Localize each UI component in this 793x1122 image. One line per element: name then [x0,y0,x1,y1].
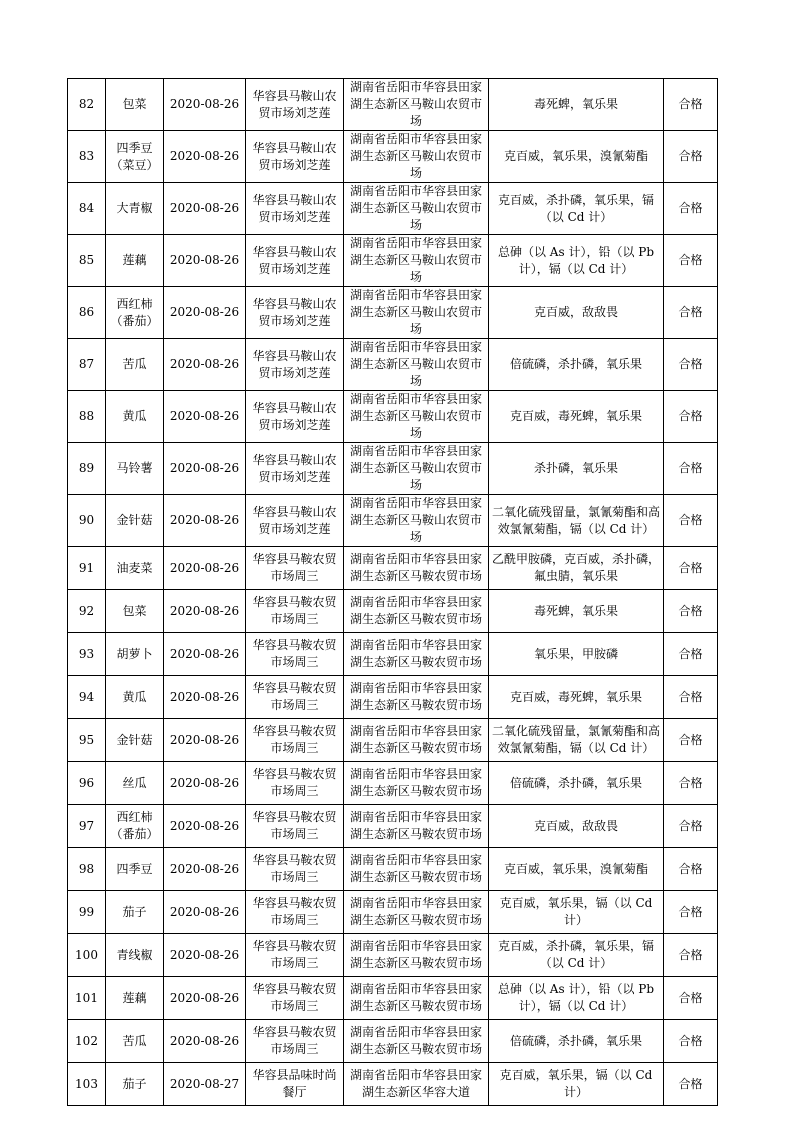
test-items-cell: 倍硫磷，杀扑磷，氧乐果 [489,339,664,391]
sample-name-cell: 茄子 [106,1063,164,1106]
result-cell: 合格 [664,495,718,547]
test-items-cell: 克百威，毒死蜱，氧乐果 [489,676,664,719]
site-address-cell: 湖南省岳阳市华容县田家湖生态新区马鞍农贸市场 [344,676,489,719]
sample-name-cell: 四季豆（菜豆） [106,131,164,183]
row-number-cell: 102 [68,1020,106,1063]
sample-name-cell: 苦瓜 [106,1020,164,1063]
test-items-cell: 乙酰甲胺磷，克百威，杀扑磷，氟虫腈，氧乐果 [489,547,664,590]
table-row [68,719,718,762]
sampling-date-cell: 2020-08-26 [164,891,246,934]
sampling-date-cell: 2020-08-27 [164,1063,246,1106]
sample-name-cell: 大青椒 [106,183,164,235]
table-row [68,391,718,443]
table-row [68,590,718,633]
site-address-cell: 湖南省岳阳市华容县田家湖生态新区马鞍山农贸市场 [344,391,489,443]
result-cell: 合格 [664,547,718,590]
inspection-results-table [67,78,718,1106]
table-row [68,633,718,676]
test-items-cell: 克百威，杀扑磷，氧乐果，镉（以 Cd 计） [489,934,664,977]
sample-name-cell: 茄子 [106,891,164,934]
test-items-cell: 克百威，杀扑磷，氧乐果，镉（以 Cd 计） [489,183,664,235]
test-items-cell: 克百威，毒死蜱，氧乐果 [489,391,664,443]
site-address-cell: 湖南省岳阳市华容县田家湖生态新区马鞍农贸市场 [344,547,489,590]
row-number-cell: 92 [68,590,106,633]
row-number-cell: 88 [68,391,106,443]
sample-name-cell: 金针菇 [106,719,164,762]
sampling-date-cell: 2020-08-26 [164,183,246,235]
site-address-cell: 湖南省岳阳市华容县田家湖生态新区马鞍农贸市场 [344,1020,489,1063]
row-number-cell: 91 [68,547,106,590]
result-cell: 合格 [664,339,718,391]
row-number-cell: 99 [68,891,106,934]
test-items-cell: 克百威，氧乐果，镉（以 Cd 计） [489,891,664,934]
result-cell: 合格 [664,848,718,891]
row-number-cell: 98 [68,848,106,891]
sampling-date-cell: 2020-08-26 [164,391,246,443]
site-address-cell: 湖南省岳阳市华容县田家湖生态新区华容大道 [344,1063,489,1106]
row-number-cell: 82 [68,79,106,131]
sample-name-cell: 黄瓜 [106,391,164,443]
sampling-site-cell: 华容县马鞍农贸市场周三 [246,762,344,805]
sampling-site-cell: 华容县马鞍山农贸市场刘芝莲 [246,235,344,287]
site-address-cell: 湖南省岳阳市华容县田家湖生态新区马鞍山农贸市场 [344,183,489,235]
row-number-cell: 103 [68,1063,106,1106]
sample-name-cell: 油麦菜 [106,547,164,590]
site-address-cell: 湖南省岳阳市华容县田家湖生态新区马鞍山农贸市场 [344,235,489,287]
row-number-cell: 90 [68,495,106,547]
result-cell: 合格 [664,590,718,633]
table-row [68,547,718,590]
sampling-date-cell: 2020-08-26 [164,235,246,287]
sampling-site-cell: 华容县马鞍农贸市场周三 [246,719,344,762]
result-cell: 合格 [664,131,718,183]
row-number-cell: 85 [68,235,106,287]
sample-name-cell: 苦瓜 [106,339,164,391]
sample-name-cell: 马铃薯 [106,443,164,495]
result-cell: 合格 [664,235,718,287]
result-cell: 合格 [664,443,718,495]
table-row [68,1063,718,1106]
sampling-site-cell: 华容县马鞍农贸市场周三 [246,977,344,1020]
result-cell: 合格 [664,977,718,1020]
table-row [68,977,718,1020]
sampling-site-cell: 华容县马鞍山农贸市场刘芝莲 [246,495,344,547]
result-cell: 合格 [664,762,718,805]
table-row [68,183,718,235]
row-number-cell: 86 [68,287,106,339]
sample-name-cell: 丝瓜 [106,762,164,805]
test-items-cell: 毒死蜱，氧乐果 [489,79,664,131]
table-row [68,287,718,339]
test-items-cell: 总砷（以 As 计），铅（以 Pb 计），镉（以 Cd 计） [489,977,664,1020]
table-body [68,79,718,1106]
sampling-site-cell: 华容县马鞍山农贸市场刘芝莲 [246,339,344,391]
site-address-cell: 湖南省岳阳市华容县田家湖生态新区马鞍农贸市场 [344,762,489,805]
sampling-site-cell: 华容县马鞍山农贸市场刘芝莲 [246,79,344,131]
site-address-cell: 湖南省岳阳市华容县田家湖生态新区马鞍农贸市场 [344,848,489,891]
test-items-cell: 毒死蜱，氧乐果 [489,590,664,633]
table-row [68,676,718,719]
table-row [68,805,718,848]
site-address-cell: 湖南省岳阳市华容县田家湖生态新区马鞍山农贸市场 [344,339,489,391]
test-items-cell: 克百威，氧乐果，溴氰菊酯 [489,131,664,183]
sampling-date-cell: 2020-08-26 [164,79,246,131]
result-cell: 合格 [664,1063,718,1106]
row-number-cell: 87 [68,339,106,391]
sampling-date-cell: 2020-08-26 [164,339,246,391]
result-cell: 合格 [664,79,718,131]
sample-name-cell: 包菜 [106,79,164,131]
sampling-date-cell: 2020-08-26 [164,1020,246,1063]
row-number-cell: 97 [68,805,106,848]
site-address-cell: 湖南省岳阳市华容县田家湖生态新区马鞍农贸市场 [344,590,489,633]
sample-name-cell: 金针菇 [106,495,164,547]
sampling-site-cell: 华容县马鞍山农贸市场刘芝莲 [246,443,344,495]
table-row [68,891,718,934]
sampling-site-cell: 华容县马鞍农贸市场周三 [246,676,344,719]
sampling-date-cell: 2020-08-26 [164,762,246,805]
sampling-date-cell: 2020-08-26 [164,977,246,1020]
site-address-cell: 湖南省岳阳市华容县田家湖生态新区马鞍山农贸市场 [344,79,489,131]
row-number-cell: 100 [68,934,106,977]
test-items-cell: 克百威，氧乐果，镉（以 Cd 计） [489,1063,664,1106]
sample-name-cell: 西红柿（番茄） [106,287,164,339]
result-cell: 合格 [664,676,718,719]
sampling-date-cell: 2020-08-26 [164,547,246,590]
test-items-cell: 倍硫磷，杀扑磷，氧乐果 [489,1020,664,1063]
sampling-site-cell: 华容县马鞍农贸市场周三 [246,891,344,934]
test-items-cell: 克百威，氧乐果，溴氰菊酯 [489,848,664,891]
row-number-cell: 84 [68,183,106,235]
row-number-cell: 93 [68,633,106,676]
test-items-cell: 二氧化硫残留量，氯氰菊酯和高效氯氰菊酯，镉（以 Cd 计） [489,719,664,762]
sampling-site-cell: 华容县马鞍农贸市场周三 [246,547,344,590]
table-row [68,762,718,805]
result-cell: 合格 [664,719,718,762]
sampling-date-cell: 2020-08-26 [164,848,246,891]
sampling-date-cell: 2020-08-26 [164,805,246,848]
sampling-site-cell: 华容县马鞍农贸市场周三 [246,934,344,977]
sampling-site-cell: 华容县马鞍农贸市场周三 [246,848,344,891]
result-cell: 合格 [664,891,718,934]
sampling-site-cell: 华容县马鞍农贸市场周三 [246,590,344,633]
site-address-cell: 湖南省岳阳市华容县田家湖生态新区马鞍农贸市场 [344,891,489,934]
site-address-cell: 湖南省岳阳市华容县田家湖生态新区马鞍农贸市场 [344,977,489,1020]
test-items-cell: 氧乐果，甲胺磷 [489,633,664,676]
table-row [68,235,718,287]
table-row [68,131,718,183]
sampling-date-cell: 2020-08-26 [164,719,246,762]
test-items-cell: 倍硫磷，杀扑磷，氧乐果 [489,762,664,805]
result-cell: 合格 [664,391,718,443]
sample-name-cell: 包菜 [106,590,164,633]
row-number-cell: 95 [68,719,106,762]
test-items-cell: 克百威，敌敌畏 [489,805,664,848]
site-address-cell: 湖南省岳阳市华容县田家湖生态新区马鞍农贸市场 [344,805,489,848]
sampling-date-cell: 2020-08-26 [164,495,246,547]
table-row [68,339,718,391]
table-row [68,848,718,891]
test-items-cell: 二氧化硫残留量，氯氰菊酯和高效氯氰菊酯，镉（以 Cd 计） [489,495,664,547]
result-cell: 合格 [664,934,718,977]
row-number-cell: 101 [68,977,106,1020]
sampling-site-cell: 华容县马鞍山农贸市场刘芝莲 [246,391,344,443]
sampling-site-cell: 华容县马鞍农贸市场周三 [246,805,344,848]
sample-name-cell: 四季豆 [106,848,164,891]
result-cell: 合格 [664,183,718,235]
sampling-site-cell: 华容县马鞍山农贸市场刘芝莲 [246,131,344,183]
sampling-site-cell: 华容县马鞍山农贸市场刘芝莲 [246,287,344,339]
test-items-cell: 克百威，敌敌畏 [489,287,664,339]
site-address-cell: 湖南省岳阳市华容县田家湖生态新区马鞍农贸市场 [344,934,489,977]
site-address-cell: 湖南省岳阳市华容县田家湖生态新区马鞍山农贸市场 [344,131,489,183]
result-cell: 合格 [664,287,718,339]
table-row [68,934,718,977]
sampling-date-cell: 2020-08-26 [164,934,246,977]
sampling-date-cell: 2020-08-26 [164,131,246,183]
result-cell: 合格 [664,805,718,848]
test-items-cell: 总砷（以 As 计），铅（以 Pb 计），镉（以 Cd 计） [489,235,664,287]
sampling-site-cell: 华容县马鞍农贸市场周三 [246,1020,344,1063]
sampling-date-cell: 2020-08-26 [164,287,246,339]
test-items-cell: 杀扑磷，氧乐果 [489,443,664,495]
site-address-cell: 湖南省岳阳市华容县田家湖生态新区马鞍农贸市场 [344,633,489,676]
sample-name-cell: 胡萝卜 [106,633,164,676]
sampling-site-cell: 华容县品味时尚餐厅 [246,1063,344,1106]
result-cell: 合格 [664,633,718,676]
table-row [68,79,718,131]
sampling-date-cell: 2020-08-26 [164,590,246,633]
site-address-cell: 湖南省岳阳市华容县田家湖生态新区马鞍山农贸市场 [344,495,489,547]
result-cell: 合格 [664,1020,718,1063]
sample-name-cell: 黄瓜 [106,676,164,719]
sampling-date-cell: 2020-08-26 [164,633,246,676]
row-number-cell: 83 [68,131,106,183]
row-number-cell: 96 [68,762,106,805]
site-address-cell: 湖南省岳阳市华容县田家湖生态新区马鞍山农贸市场 [344,287,489,339]
row-number-cell: 89 [68,443,106,495]
table-row [68,495,718,547]
row-number-cell: 94 [68,676,106,719]
sampling-site-cell: 华容县马鞍农贸市场周三 [246,633,344,676]
sample-name-cell: 莲藕 [106,977,164,1020]
table-row [68,443,718,495]
sampling-date-cell: 2020-08-26 [164,676,246,719]
sampling-date-cell: 2020-08-26 [164,443,246,495]
sample-name-cell: 西红柿（番茄） [106,805,164,848]
table-row [68,1020,718,1063]
sampling-site-cell: 华容县马鞍山农贸市场刘芝莲 [246,183,344,235]
sample-name-cell: 青线椒 [106,934,164,977]
site-address-cell: 湖南省岳阳市华容县田家湖生态新区马鞍山农贸市场 [344,443,489,495]
site-address-cell: 湖南省岳阳市华容县田家湖生态新区马鞍农贸市场 [344,719,489,762]
sample-name-cell: 莲藕 [106,235,164,287]
